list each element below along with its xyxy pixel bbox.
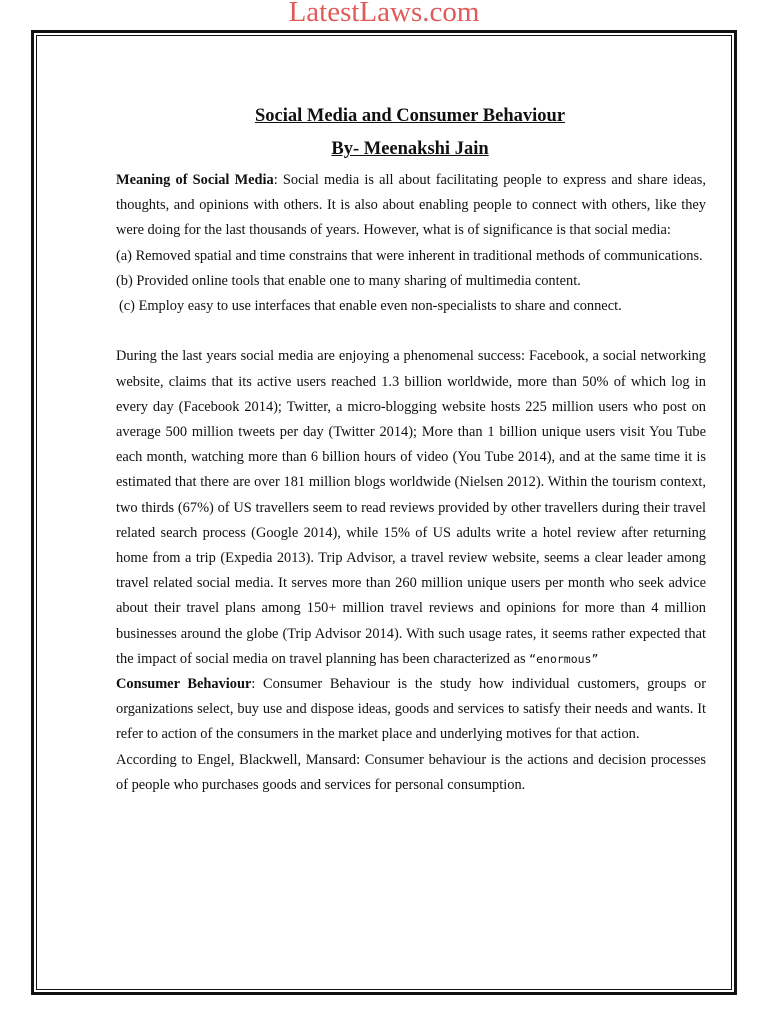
definition-paragraph: According to Engel, Blackwell, Mansard: Consumer behaviour is the actions and decision processes of people who purchases goods and services for personal consumption. [116,751,706,793]
consumer-lead: Consumer Behaviour [116,676,252,693]
point-b: (b) Provided online tools that enable one to many sharing of multimedia content. [116,272,581,289]
success-paragraph [116,344,706,672]
success-text: During the last years social media are enjoying a phenomenal success: Facebook, a social networking website, claims that its active users reached 1.3 billion worldwide, more than 50% of which log in every day (Facebook 2014); Twitter, a micro-blogging website hosts 225 million users who post on average 500 million tweets per day (Twitter 2014); More than 1 billion unique users visit You Tube each month, watching more than 6 billion hours of video (You Tube 2014), and at the same time it is estimated that there are over 181 million blogs worldwide (Nielsen 2012). Within the tourism context, two thirds (67%) of US travellers seem to read reviews provided by other travellers during their travel related search process (Google 2014), while 15% of US adults write a hotel review after returning home from a trip (Expedia 2013). Trip Advisor, a travel review website, seems a clear leader among travel related social media. It serves more than 260 million unique users per month who seek advice about their travel plans among 150+ million travel reviews and opinions for more than 4 million businesses around the globe (Trip Advisor 2014). With such usage rates, it seems rather expected that the impact of social media on travel planning has been characterized as [116,348,706,667]
meaning-paragraph [116,168,706,244]
paragraph-gap [116,319,706,344]
consumer-text: : Consumer Behaviour is the study how individual customers, groups or organizations select, buy use and dispose ideas, goods and services to satisfy their needs and wants. It refer to action of the consumers in the market place and underlying motives for that action. [116,676,706,743]
document-body [116,168,706,798]
meaning-lead: Meaning of Social Media [116,172,274,188]
point-c: (c) Employ easy to use interfaces that enable even non-specialists to share and connect. [119,298,622,315]
point-a: (a) Removed spatial and time constrains that were inherent in traditional methods of communications. [116,247,703,264]
site-header-watermark: LatestLaws.com [288,0,480,28]
success-quote: “enormous” [529,651,599,666]
meaning-text: : Social media is all about facilitating people to express and share ideas, thoughts, and opinions with others. It is also about enabling people to connect with others, like they were doing for the last thousands of years. However, what is of significance is that social media: [116,172,706,239]
document-title: Social Media and Consumer Behaviour [254,106,566,126]
document-byline: By- Meenakshi Jain [331,139,489,159]
consumer-paragraph [116,672,706,748]
